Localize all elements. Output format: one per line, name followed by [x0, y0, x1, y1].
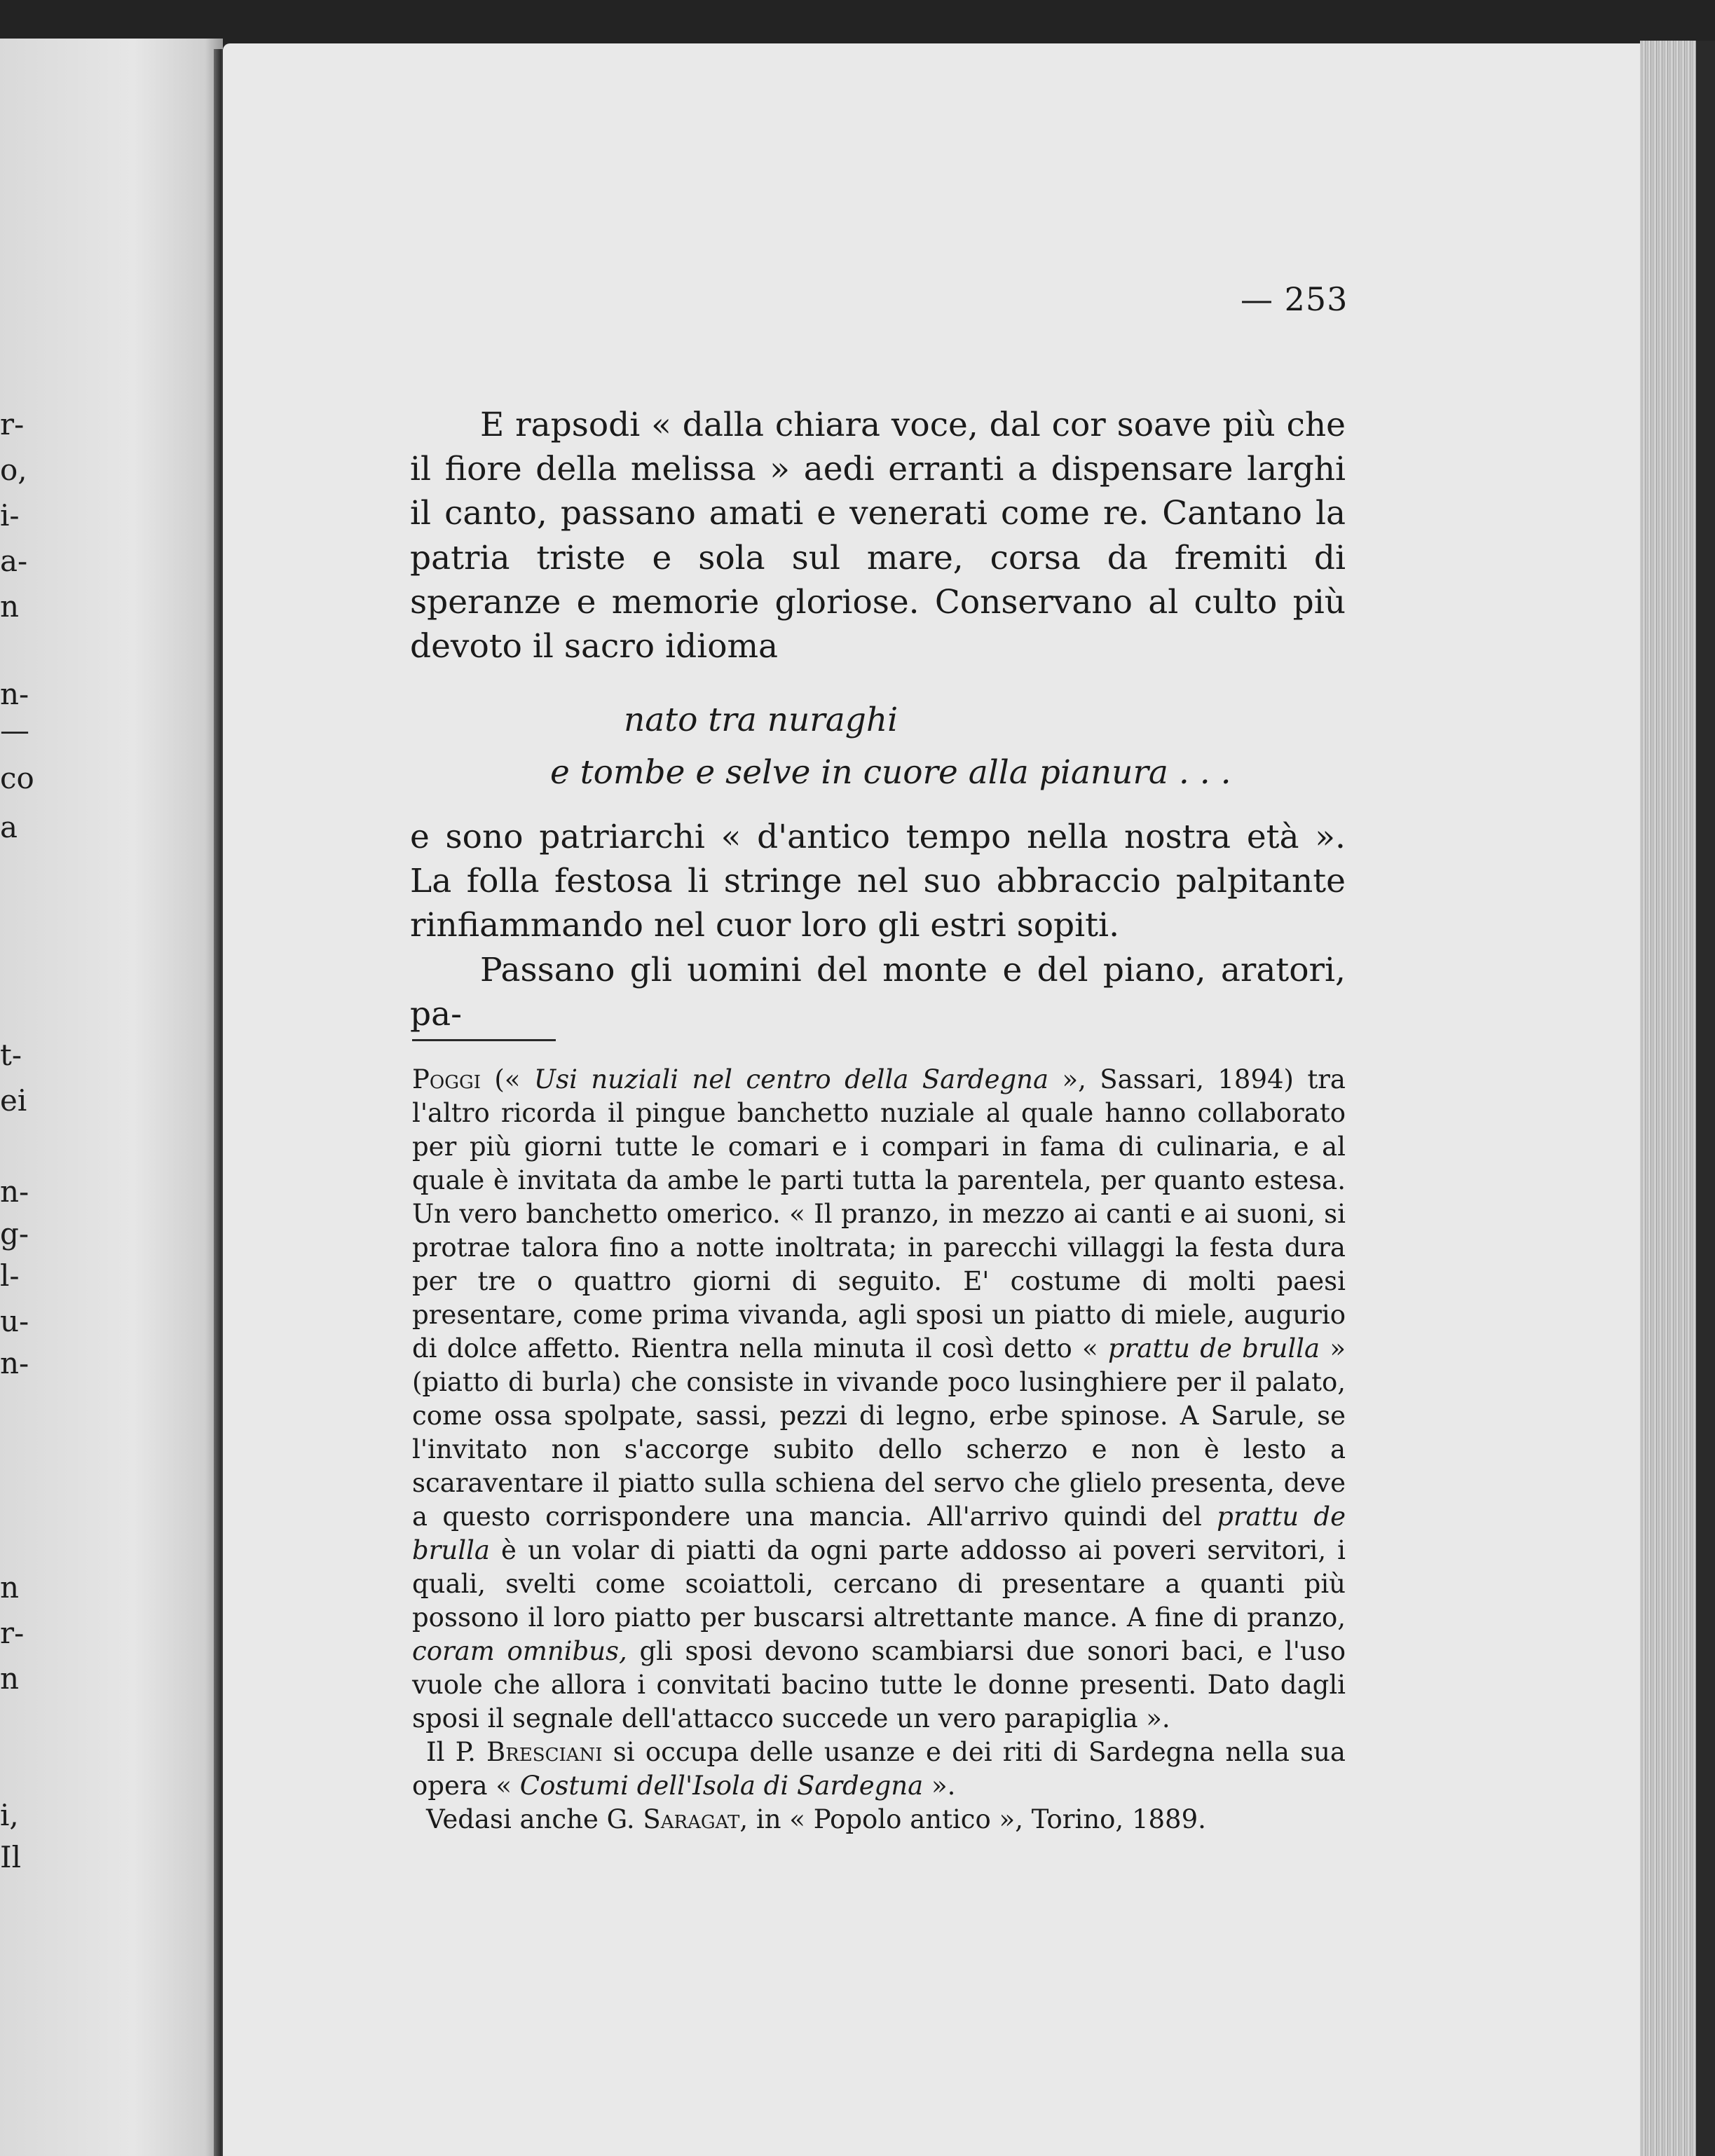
- footnote-text: si occupa delle usanze e dei riti di Sardegna nella sua opera «: [412, 1737, 1346, 1801]
- paragraph: E rapsodi « dalla chiara voce, dal cor soave più che il fiore della melissa » aedi erranti a dispensare larghi il canto, passano amati e venerati come re. Cantano la patria triste e sola sul mare, corsa da fremiti di speranze e memorie gloriose. Conservano al culto più devoto il sacro idioma: [410, 406, 1346, 666]
- footnote: [412, 1736, 1346, 1803]
- left-page-fragment: Il: [0, 1840, 22, 1874]
- footnote-work-title: Costumi dell'Isola di Sardegna: [519, 1771, 924, 1801]
- left-page-fragment: co: [0, 761, 34, 795]
- footnote-author: Bresciani: [486, 1737, 603, 1767]
- left-page-fragment: a: [0, 810, 18, 844]
- left-page-fragment: ei: [0, 1083, 27, 1118]
- footnote-rule: [412, 1039, 556, 1041]
- left-page-fragment: n-: [0, 1174, 29, 1209]
- left-page-fragment: r-: [0, 1616, 25, 1650]
- left-page-fragment: n-: [0, 1346, 29, 1380]
- footnote-text: » (piatto di burla) che consiste in vivande poco lusinghiere per il palato, come ossa spolpate, sassi, pezzi di legno, erbe spinose. A Sarule, se l'invitato non s'accorge subito dello scherzo e non è lesto a scaraventare il piatto sulla schiena del servo che glielo presenta, deve a questo corrispondere una mancia. All'arrivo quindi del: [412, 1333, 1346, 1532]
- verse-line: e tombe e selve in cuore alla pianura . . .: [550, 753, 1231, 792]
- footnote-term: prattu de brulla: [1107, 1333, 1320, 1364]
- footnotes: [412, 1063, 1346, 1836]
- footnote-text: », Sassari, 1894) tra l'altro ricorda il pingue banchetto nuziale al quale hanno collaborato per più giorni tutte le comari e i compari in fama di culinaria, e al quale è invitata da ambe le parti tutta la parentela, per quanto estesa. Un vero banchetto omerico. « Il pranzo, in mezzo ai canti e ai suoni, si protrae talora fino a notte inoltrata; in parecchi villaggi la festa dura per tre o quattro giorni di seguito. E' costume di molti paesi presentare, come prima vivanda, agli sposi un piatto di miele, augurio di dolce affetto. Rientra nella minuta il così detto «: [412, 1064, 1346, 1364]
- main-text-block-2: [410, 815, 1346, 1036]
- footnote-author: Poggi: [412, 1064, 481, 1094]
- footnote-text: è un volar di piatti da ogni parte addosso ai poveri servitori, i quali, svelti come scoiattoli, cercano di presentare a quanti più possono il loro piatto per buscarsi altrettante mance. A fine di pranzo,: [412, 1535, 1346, 1633]
- scan-edge: [1696, 41, 1715, 2156]
- left-page-fragment: g-: [0, 1216, 29, 1251]
- left-page-fragment: r-: [0, 407, 25, 441]
- left-page-fragment: n: [0, 1661, 20, 1696]
- paragraph: e sono patriarchi « d'antico tempo nella nostra età ». La folla festosa li stringe nel suo abbraccio palpitante rinfiammando nel cuor loro gli estri sopiti.: [410, 818, 1346, 945]
- verse-quote: [410, 694, 1346, 799]
- left-page-fragment: n: [0, 589, 20, 624]
- left-page-fragment: a-: [0, 544, 28, 578]
- left-page-fragment: t-: [0, 1038, 22, 1072]
- footnote-text: Vedasi anche G.: [426, 1804, 643, 1834]
- left-page-fragment: i-: [0, 498, 20, 533]
- left-page-fragment: n-: [0, 677, 29, 711]
- footnote: [412, 1063, 1346, 1736]
- footnote: [412, 1803, 1346, 1836]
- footnote-text: («: [481, 1064, 534, 1094]
- left-page: [0, 39, 223, 2156]
- footnote-text: gli sposi devono scambiarsi due sonori baci, e l'uso vuole che allora i convitati bacino tutte le donne presenti. Dato dagli sposi il segnale dell'attacco succede un vero parapiglia ».: [412, 1636, 1346, 1733]
- left-page-fragment: —: [0, 713, 29, 748]
- verse-line: nato tra nuraghi: [624, 701, 899, 739]
- left-page-fragment: o,: [0, 453, 27, 487]
- left-page-fragment: i,: [0, 1798, 19, 1832]
- paragraph: Passano gli uomini del monte e del piano, aratori, pa-: [410, 950, 1346, 1034]
- footnote-term: prattu de brulla: [412, 1502, 1346, 1565]
- left-page-fragment: l-: [0, 1258, 20, 1293]
- footnote-text: ».: [923, 1771, 956, 1801]
- left-page-fragment: u-: [0, 1304, 29, 1338]
- footnote-work-title: Usi nuziali nel centro della Sardegna: [533, 1064, 1049, 1094]
- main-text-block: [410, 403, 1346, 668]
- page-number: — 253: [1241, 280, 1348, 318]
- footnote-term: coram omnibus,: [412, 1636, 627, 1666]
- footnote-text: , in « Popolo antico », Torino, 1889.: [739, 1804, 1206, 1834]
- footnote-text: Il P.: [426, 1737, 487, 1767]
- left-page-fragment: n: [0, 1570, 20, 1605]
- footnote-author: Saragat: [643, 1804, 740, 1834]
